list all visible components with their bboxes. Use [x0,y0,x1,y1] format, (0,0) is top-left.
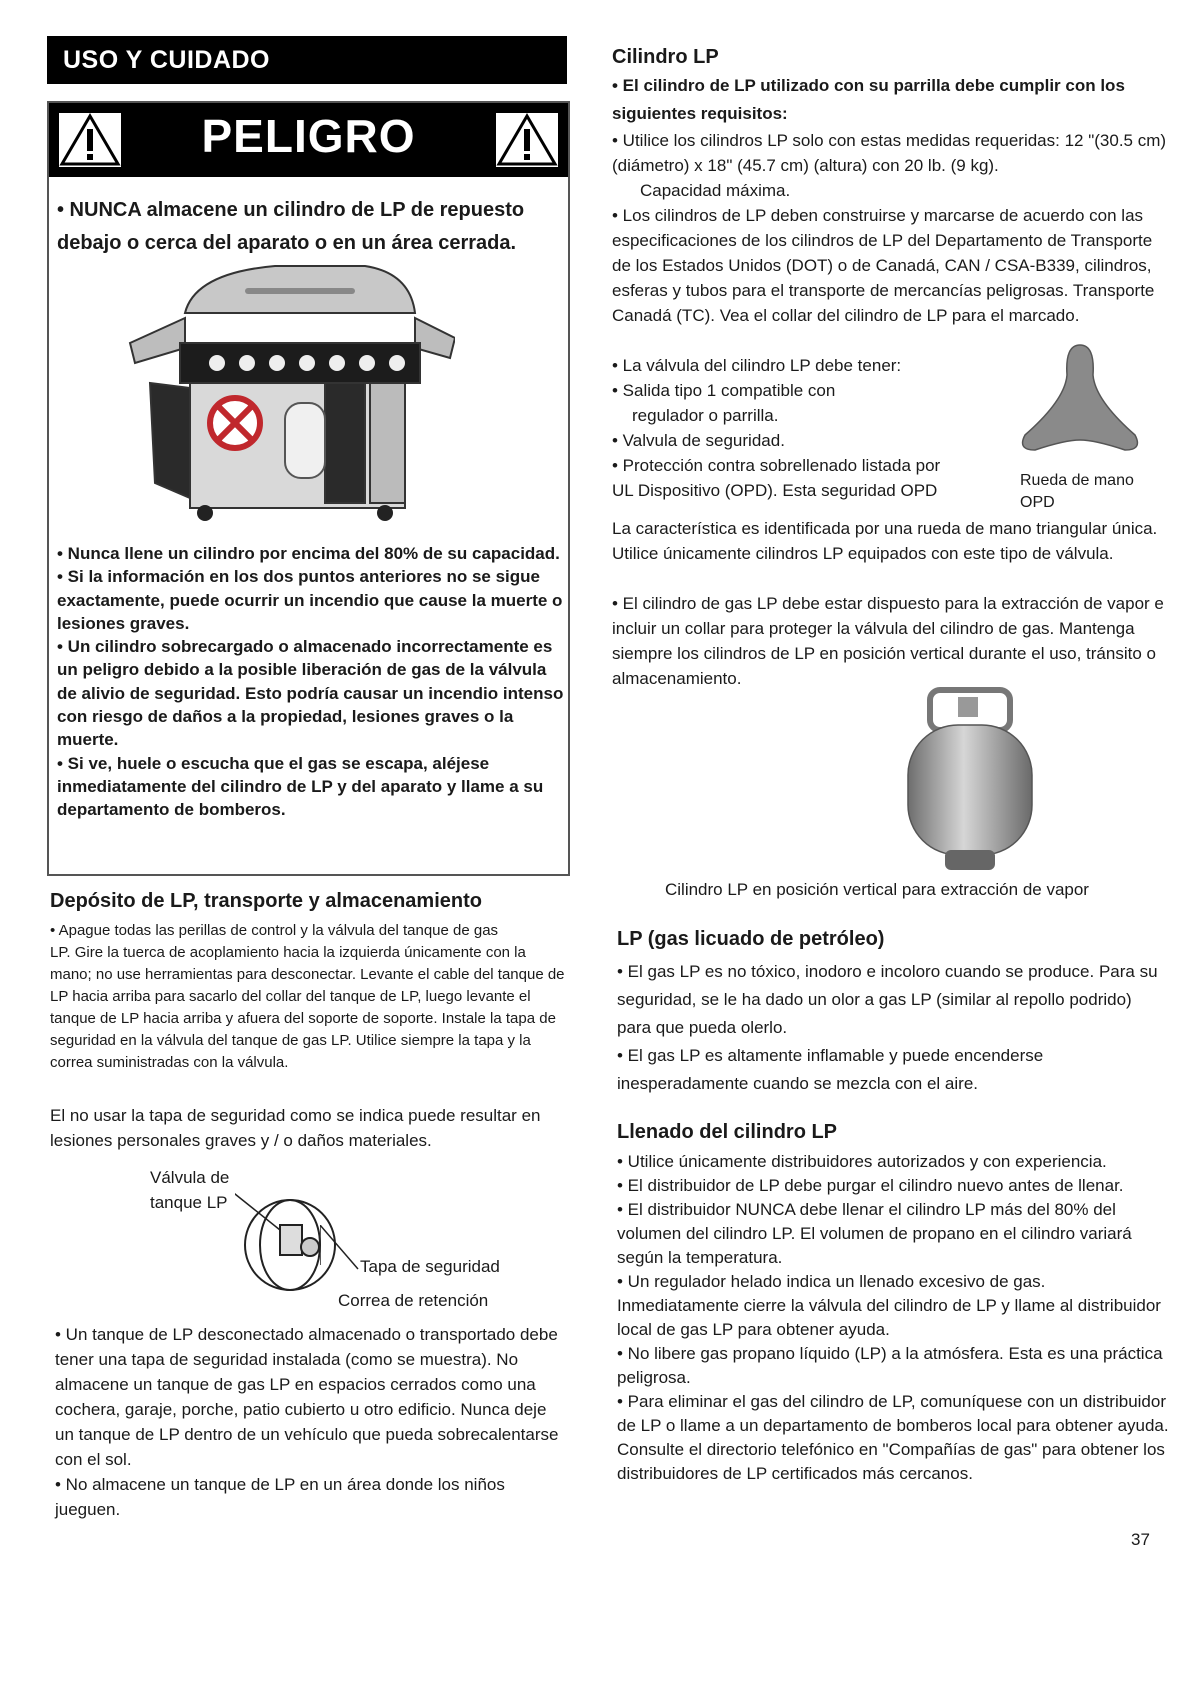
filling-bullet: • El distribuidor de LP debe purgar el cilindro nuevo antes de llenar. [617,1176,1124,1195]
strap-label: Correa de retención [338,1291,489,1310]
valve-label: Válvula de tanque LP [150,1168,230,1212]
lp-gas-bullet: • El gas LP es altamente inflamable y puede encenderse inesperadamente cuando se mezcla con el aire. [617,1046,1044,1093]
never-store-warning: • NUNCA almacene un cilindro de LP de repuesto debajo o cerca del aparato o en un área cerrada. [57,199,525,254]
cylinder-caption: Cilindro LP en posición vertical para extracción de vapor [665,880,1089,899]
valve-item: UL Dispositivo (OPD). Esta seguridad OPD [612,481,938,500]
lp-cylinder-illustration [900,685,1040,875]
storage-heading: Depósito de LP, transporte y almacenamiento [50,890,482,912]
cylinder-heading: Cilindro LP [612,46,719,68]
vapor-withdrawal-text: • El cilindro de gas LP debe estar dispuesto para la extracción de vapor e incluir un collar para proteger la válvula del cilindro de gas. Mantenga siempre los cilindros de LP en posición vertical durante el uso, tránsito o almacenamiento. [612,594,1164,688]
valve-item: regulador o parrilla. [632,406,779,425]
handwheel-illustration [1015,340,1145,460]
cylinder-lead: • El cilindro de LP utilizado con su parrilla debe cumplir con los siguientes requisitos: [612,76,1125,123]
filling-bullet: • No libere gas propano líquido (LP) a la atmósfera. Esta es una práctica peligrosa. [617,1344,1163,1387]
section-banner [47,36,567,84]
filling-heading: Llenado del cilindro LP [617,1121,838,1143]
warning-icon [57,111,123,169]
valve-item: • Protección contra sobrellenado listada por [612,456,941,475]
storage-intro [50,920,570,1074]
handwheel-label: Rueda de mano OPD [1020,472,1134,511]
lp-gas-bullet-list [617,958,1167,1098]
cap-label: Tapa de seguridad [360,1257,500,1276]
danger-bullet: • Si la información en los dos puntos anteriores no se sigue exactamente, puede ocurrir un incendio que cause la muerte o lesiones graves. [57,567,563,633]
grill-illustration [125,258,455,538]
filling-bullet-list [617,1150,1172,1486]
storage-bullet: • Un tanque de LP desconectado almacenado o transportado debe tener una tapa de seguridad instalada (como se muestra). No almacene un tanque de gas LP en espacios cerrados como una cochera, garaje, porche, patio cubierto u otro edificio. Nunca deje un tanque de LP dentro de un vehículo que pueda sobrecalentarse con el sol. [55,1325,559,1469]
danger-title: PELIGRO [201,110,416,162]
cylinder-req1-cont: Capacidad máxima. [640,181,791,200]
warning-icon [494,111,560,169]
valve-item: • La válvula del cilindro LP debe tener: [612,356,902,375]
filling-bullet: • Para eliminar el gas del cilindro de LP, comuníquese con un distribuidor de LP o llame a un departamento de bomberos local para obtener ayuda. Consulte el directorio telefónico en "Compañías de gas" para obtener los distribuidores de LP certificados más cercanos. [617,1392,1169,1483]
cylinder-req2: • Los cilindros de LP deben construirse y marcarse de acuerdo con las especificaciones de los cilindros de LP del Departamento de Transporte de los Estados Unidos (DOT) o de Canadá, CAN / CSA-B339, cilindros, esferas y tubos para el transporte de mercancías peligrosas. Transporte Canadá (TC). Vea el collar del cilindro de LP para el marcado. [612,206,1155,325]
section-title: USO Y CUIDADO [63,46,271,74]
storage-bullet: • No almacene un tanque de LP en un área donde los niños jueguen. [55,1475,505,1519]
filling-bullet: • Utilice únicamente distribuidores autorizados y con experiencia. [617,1152,1107,1171]
cylinder-req1: • Utilice los cilindros LP solo con estas medidas requeridas: 12 "(30.5 cm) (diámetro) x 18" (45.7 cm) (altura) con 20 lb. (9 kg). [612,131,1167,175]
lp-gas-bullet: • El gas LP es no tóxico, inodoro e incoloro cuando se produce. Para su seguridad, se le ha dado un olor a gas LP (similar al repollo podrido) para que pueda olerlo. [617,962,1158,1037]
danger-bullet: • Un cilindro sobrecargado o almacenado incorrectamente es un peligro debido a la posible liberación de gas de la válvula de alivio de seguridad. Esto podría causar un incendio intenso con riesgo de daños a la propiedad, lesiones graves o la muerte. [57,637,564,750]
valve-diagram [150,1165,510,1320]
valve-item: • Salida tipo 1 compatible con [612,381,836,400]
danger-header [49,103,568,177]
danger-bullet: • Nunca llene un cilindro por encima del 80% de su capacidad. [57,544,560,563]
page-number: 37 [1131,1530,1150,1549]
filling-bullet: • Un regulador helado indica un llenado excesivo de gas. Inmediatamente cierre la válvula del cilindro de LP y llame al distribuidor local de gas LP para obtener ayuda. [617,1272,1161,1339]
lp-gas-heading: LP (gas licuado de petróleo) [617,928,885,950]
danger-bullet: • Si ve, huele o escucha que el gas se escapa, aléjese inmediatamente del cilindro de LP y del aparato y llame a su departamento de bomberos. [57,753,544,820]
filling-bullet: • El distribuidor NUNCA debe llenar el cilindro LP más del 80% del volumen del cilindro LP. El volumen de propano en el cilindro variará según la temperatura. [617,1200,1132,1267]
handwheel-description: La característica es identificada por una rueda de mano triangular única. Utilice únicamente cilindros LP equipados con este tipo de válvula. [612,519,1158,563]
storage-bullet-list [55,1322,570,1522]
danger-bullet-list [57,542,567,822]
storage-intro-text: LP. Gire la tuerca de acoplamiento hacia la izquierda únicamente con la mano; no use herramientas para desconectar. Levante el cable del tanque de LP hacia arriba para sacarlo del collar del tanque de LP, luego levante el tanque de LP hacia arriba y afuera del soporte de soporte. Instale la tapa de seguridad en la válvula del tanque de gas LP. Utilice siempre la tapa y la correa suministradas con la válvula. [50,944,565,1071]
storage-warning: El no usar la tapa de seguridad como se indica puede resultar en lesiones personales graves y / o daños materiales. [50,1106,541,1150]
valve-item: • Valvula de seguridad. [612,431,785,450]
storage-intro-bullet: • Apague todas las perillas de control y la válvula del tanque de gas [50,922,499,939]
valve-requirements [612,353,1012,503]
